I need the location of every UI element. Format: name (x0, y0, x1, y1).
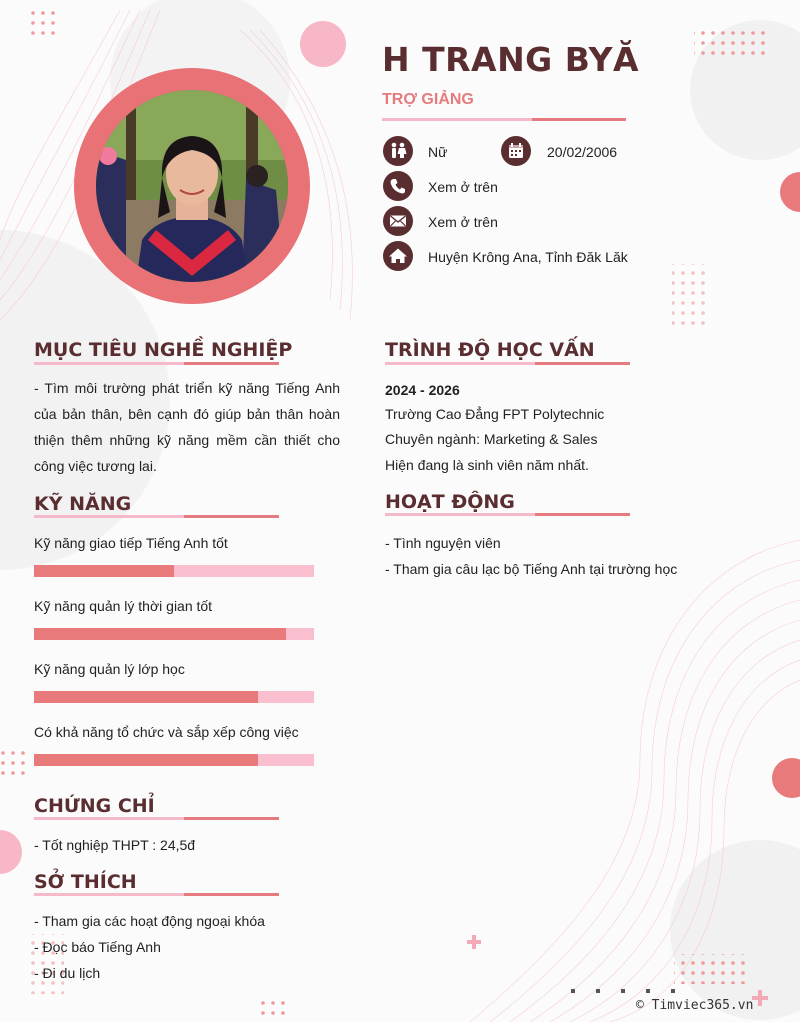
objective-text: - Tìm môi trường phát triển kỹ năng Tiếng Anh của bản thân, bên cạnh đó giúp bản thân hoàn thiện thêm những kỹ năng mềm cần thiết cho công việc tương lai. (34, 380, 340, 474)
skill-bar-fill (34, 691, 258, 703)
email-value: Xem ở trên (428, 214, 498, 230)
hobbies-divider (34, 893, 279, 896)
skill-label: Kỹ năng quản lý lớp học (34, 661, 185, 677)
skill-label: Kỹ năng quản lý thời gian tốt (34, 598, 213, 614)
education-heading: TRÌNH ĐỘ HỌC VẤN (385, 339, 595, 361)
calendar-icon (501, 136, 531, 166)
education-major: Chuyên ngành: Marketing & Sales (385, 431, 598, 447)
candidate-name: H TRANG BYĂ (382, 40, 640, 79)
email-icon (383, 206, 413, 236)
skills-divider (34, 515, 279, 518)
watermark: © Timviec365.vn (636, 998, 754, 1013)
skill-bar-fill (34, 754, 258, 766)
skill-bar (34, 754, 314, 766)
phone-value: Xem ở trên (428, 179, 498, 195)
certificate-item: - Tốt nghiệp THPT : 24,5đ (34, 837, 196, 853)
skill-label: Có khả năng tổ chức và sắp xếp công việc (34, 724, 299, 740)
activities-divider (385, 513, 630, 516)
skill-bar-fill (34, 628, 286, 640)
home-icon (383, 241, 413, 271)
activity-item: - Tham gia câu lạc bộ Tiếng Anh tại trường học (385, 561, 678, 577)
avatar-frame (74, 68, 310, 304)
certificates-heading: CHỨNG CHỈ (34, 795, 155, 817)
objective-divider (34, 362, 279, 365)
hobbies-heading: SỞ THÍCH (34, 871, 137, 893)
hobby-item: - Đọc báo Tiếng Anh (34, 939, 161, 955)
header-divider (382, 118, 626, 121)
education-status: Hiện đang là sinh viên năm nhất. (385, 457, 589, 473)
hobby-item: - Đi du lịch (34, 965, 101, 981)
gender-icon (383, 136, 413, 166)
birthdate-value: 20/02/2006 (547, 144, 618, 160)
skill-label: Kỹ năng giao tiếp Tiếng Anh tốt (34, 535, 228, 551)
skill-bar-fill (34, 565, 174, 577)
activities-heading: HOẠT ĐỘNG (385, 491, 515, 513)
skills-heading: KỸ NĂNG (34, 493, 132, 515)
phone-icon (383, 171, 413, 201)
gender-value: Nữ (428, 144, 448, 160)
avatar (96, 90, 288, 282)
skill-bar (34, 628, 314, 640)
certificates-divider (34, 817, 279, 820)
skill-bar (34, 565, 314, 577)
objective-heading: MỤC TIÊU NGHỀ NGHIỆP (34, 339, 293, 361)
avatar-photo (96, 90, 288, 282)
address-value: Huyện Krông Ana, Tỉnh Đăk Lăk (428, 249, 628, 265)
skill-bar (34, 691, 314, 703)
job-title: TRỢ GIẢNG (382, 91, 474, 108)
activity-item: - Tình nguyện viên (385, 535, 501, 551)
education-period: 2024 - 2026 (385, 382, 460, 398)
hobby-item: - Tham gia các hoạt động ngoại khóa (34, 913, 265, 929)
education-divider (385, 362, 630, 365)
education-school: Trường Cao Đẳng FPT Polytechnic (385, 406, 605, 422)
